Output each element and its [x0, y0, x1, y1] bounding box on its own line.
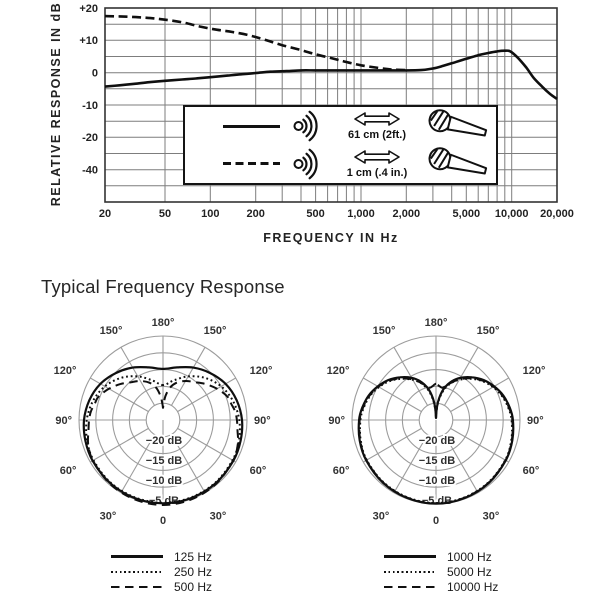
legend-row-1cm [185, 146, 496, 182]
polar-spoke [451, 378, 509, 412]
dotted-line-sample [384, 571, 436, 573]
polar-angle-label: 120° [326, 365, 350, 377]
section-title: Typical Frequency Response [41, 276, 285, 297]
double-arrow-icon [354, 111, 400, 127]
polar-angle-label: 150° [476, 324, 500, 337]
frequency-chart-x-axis-label: FREQUENCY IN Hz [263, 231, 399, 245]
polar-spoke [178, 428, 236, 462]
y-tick-label: +20 [79, 2, 98, 15]
distance-legend-box [183, 105, 498, 185]
legend-row-125hz [111, 549, 212, 564]
x-tick-label: 2,000 [392, 208, 421, 220]
polar-angle-label: 90° [55, 415, 72, 427]
legend-label: 250 Hz [174, 564, 213, 579]
solid-line-sample [223, 125, 280, 128]
dotted-line-sample [111, 571, 163, 573]
legend-row-1000hz [384, 549, 498, 564]
x-tick-label: 5,000 [452, 208, 481, 220]
double-arrow-icon [354, 149, 400, 165]
polar-radial-label: −20 dB [418, 435, 456, 447]
legend-row-250hz [111, 564, 212, 579]
microphone-icon [427, 109, 493, 143]
polar-angle-label: 120° [522, 365, 546, 377]
polar-angle-label: 60° [522, 465, 540, 477]
polar-radial-label: −10 dB [145, 475, 183, 487]
polar-legend-left [111, 549, 212, 594]
legend-label: 1000 Hz [447, 549, 492, 564]
sound-source-icon [293, 109, 319, 143]
legend-label: 10000 Hz [447, 579, 499, 594]
polar-spoke [363, 428, 421, 462]
legend-label: 125 Hz [174, 549, 213, 564]
polar-angle-label: 120° [53, 365, 77, 377]
frequency-chart-y-axis-label: RELATIVE RESPONSE IN dB [49, 1, 63, 207]
legend-label: 500 Hz [174, 579, 213, 594]
polar-angle-label: 0 [159, 515, 167, 527]
polar-radial-label: −10 dB [418, 475, 456, 487]
polar-angle-label: 60° [249, 465, 267, 477]
legend-row-500hz [111, 579, 212, 594]
legend-row-61cm [185, 108, 496, 144]
microphone-icon [427, 147, 493, 181]
x-tick-label: 100 [201, 208, 220, 220]
polar-radial-label: −15 dB [418, 455, 456, 467]
polar-angle-label: 30° [482, 510, 500, 523]
polar-angle-label: 0 [432, 515, 440, 527]
polar-angle-label: 90° [254, 415, 271, 427]
y-tick-label: +10 [79, 35, 98, 48]
polar-radial-label: −5 dB [148, 495, 180, 507]
sound-source-icon [293, 147, 319, 181]
distance-label-1cm: 1 cm (.4 in.) [346, 166, 408, 179]
legend-label: 5000 Hz [447, 564, 492, 579]
solid-line-sample [384, 555, 436, 558]
x-tick-label: 200 [246, 208, 265, 220]
polar-spoke [451, 428, 509, 462]
polar-angle-label: 150° [99, 324, 123, 337]
polar-spoke [90, 378, 148, 412]
polar-angle-label: 120° [249, 365, 273, 377]
y-tick-label: 0 [91, 67, 98, 80]
y-tick-label: -20 [82, 132, 98, 145]
dashed-line-sample [384, 586, 436, 588]
polar-radial-label: −20 dB [145, 435, 183, 447]
polar-angle-label: 150° [203, 324, 227, 337]
polar-angle-label: 150° [372, 324, 396, 337]
polar-chart-right [327, 317, 546, 527]
x-tick-label: 20,000 [540, 208, 574, 220]
x-tick-label: 50 [158, 208, 172, 220]
legend-row-5000hz [384, 564, 498, 579]
polar-radial-label: −15 dB [145, 455, 183, 467]
x-tick-label: 1,000 [347, 208, 375, 220]
solid-line-sample [111, 555, 163, 558]
distance-label-61cm: 61 cm (2ft.) [347, 129, 407, 142]
polar-angle-label: 30° [99, 510, 117, 523]
legend-row-10000hz [384, 579, 498, 594]
polar-angle-label: 90° [527, 415, 544, 427]
x-tick-label: 10,000 [494, 208, 529, 220]
polar-radial-label: −5 dB [421, 495, 453, 507]
polar-angle-label: 90° [328, 415, 345, 427]
x-tick-label: 500 [306, 208, 325, 220]
polar-angle-label: 180° [151, 317, 175, 329]
polar-angle-label: 60° [332, 465, 350, 477]
polar-angle-label: 180° [424, 317, 448, 329]
y-tick-label: -10 [82, 99, 98, 112]
polar-spoke [90, 428, 148, 462]
polar-angle-label: 30° [372, 510, 390, 523]
dashed-line-sample [111, 586, 163, 588]
polar-legend-right [384, 549, 498, 594]
polar-angle-label: 30° [209, 510, 227, 523]
polar-chart-left [54, 317, 273, 527]
dashed-line-sample [223, 162, 280, 165]
polar-angle-label: 60° [59, 465, 77, 477]
y-tick-label: -40 [82, 164, 98, 177]
x-tick-label: 20 [98, 208, 112, 220]
